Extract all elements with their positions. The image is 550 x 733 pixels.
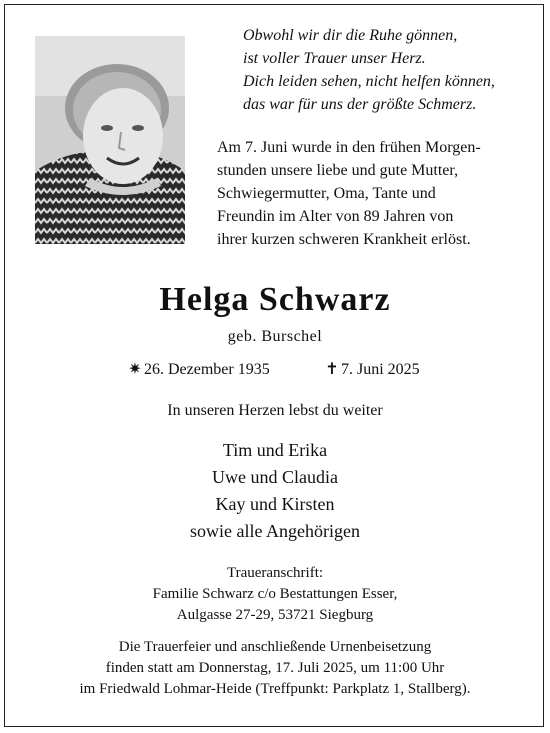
mourners-list — [0, 437, 550, 545]
poem-line: Obwohl wir dir die Ruhe gönnen, — [243, 27, 458, 44]
intro-line: Schwiegermutter, Oma, Tante und — [217, 185, 436, 202]
star-icon: ✷ — [128, 361, 142, 378]
service-line: Die Trauerfeier und anschließende Urnenbeisetzung — [118, 639, 432, 655]
mourner-line: Tim und Erika — [222, 440, 328, 460]
mourner-line: Kay und Kirsten — [215, 494, 335, 514]
address-line: Aulgasse 27-29, 53721 Siegburg — [176, 607, 374, 623]
death-date: 7. Juni 2025 — [341, 361, 420, 378]
intro-line: stunden unsere liebe und gute Mutter, — [217, 162, 459, 179]
birth-date: 26. Dezember 1935 — [144, 361, 270, 378]
address-line: Familie Schwarz c/o Bestattungen Esser, — [152, 586, 398, 602]
service-info — [0, 637, 550, 700]
maiden-name: geb. Burschel — [227, 328, 323, 345]
mourning-address — [0, 563, 550, 626]
address-line: Traueranschrift: — [226, 565, 324, 581]
service-line: finden statt am Donnerstag, 17. Juli 2025, um 11:00 Uhr — [105, 660, 445, 676]
mourner-line: Uwe und Claudia — [212, 467, 338, 487]
poem-line: Dich leiden sehen, nicht helfen können, — [243, 73, 495, 90]
portrait-photo — [35, 36, 185, 244]
death-date-group — [325, 359, 420, 379]
mourner-line: sowie alle Angehörigen — [190, 521, 360, 541]
service-line: im Friedwald Lohmar-Heide (Treffpunkt: Parkplatz 1, Stallberg). — [79, 681, 471, 697]
intro-line: Am 7. Juni wurde in den frühen Morgen- — [217, 139, 481, 156]
intro-text — [217, 136, 537, 251]
birth-date-group — [128, 359, 270, 379]
deceased-name: Helga Schwarz — [159, 281, 391, 318]
intro-line: ihrer kurzen schweren Krankheit erlöst. — [217, 231, 471, 248]
poem-line: ist voller Trauer unser Herz. — [243, 50, 426, 67]
motto: In unseren Herzen lebst du weiter — [167, 402, 383, 419]
poem-line: das war für uns der größte Schmerz. — [243, 96, 477, 113]
poem — [243, 24, 543, 116]
life-dates — [0, 359, 550, 381]
intro-line: Freundin im Alter von 89 Jahren von — [217, 208, 454, 225]
cross-icon: ✝ — [325, 361, 339, 378]
